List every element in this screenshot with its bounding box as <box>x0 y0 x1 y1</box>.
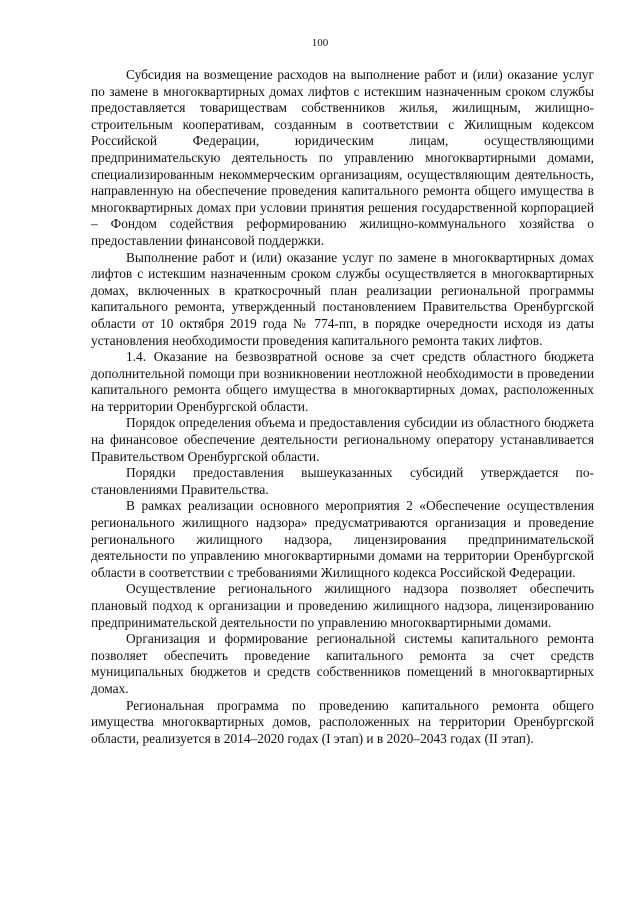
paragraph-urgent-assistance: 1.4. Оказание на безвозвратной основе за счет средств областного бюджета дополнительной помощи при возникновении неотложной необходимости в проведении капитального ремонта общего имущества в многоквартирных домах, расположенных на территории Оренбургской области. <box>91 349 594 414</box>
page-number: 100 <box>311 37 329 49</box>
paragraph-subsidy-approval: Порядки предоставления вышеуказанных субсидий утверждается постановлениями Правительства. <box>91 465 594 497</box>
paragraph-program-stages: Региональная программа по проведению капитального ремонта общего имущества многоквартирных домов, расположенных на территории Оренбургской области, реализуется в 2014–2020 годах (I этап) и в 2020–2043 годах (II этап). <box>91 697 594 746</box>
document-body <box>91 67 594 747</box>
paragraph-housing-supervision: В рамках реализации основного мероприятия 2 «Обеспечение осуществления регионального жилищного надзора» предусматриваются организация и проведение регионального жилищного надзора, лицензирования предпринимательской деятельности по управлению многоквартирными домами на территории Оренбургской области в соответствии с требованиями Жилищного кодекса Российской Федерации. <box>91 498 594 580</box>
paragraph-subsidy-procedure: Порядок определения объема и предоставления субсидии из областного бюджета на финансовое обеспечение деятельности региональному оператору устанавливается Правительством Оренбургской области. <box>91 415 594 464</box>
paragraph-repair-system: Организация и формирование региональной системы капитального ремонта позволяет обеспечить проведение капитального ремонта за счет средств муниципальных бюджетов и средств собственников помещений в многоквартирных домах. <box>91 631 594 696</box>
paragraph-elevator-replacement: Выполнение работ и (или) оказание услуг по замене в многоквартирных домах лифтов с истекшим назначенным сроком службы осуществляется в многоквартирных домах, включенных в краткосрочный план реализации региональной программы капитального ремонта, утвержденный постановлением Правительства Оренбургской области от 10 октября 2019 года № 774-пп, в порядке очередности исходя из даты установления необходимости проведения капитального ремонта таких лифтов. <box>91 249 594 348</box>
paragraph-supervision-benefits: Осуществление регионального жилищного надзора позволяет обеспечить плановый подход к организации и проведению жилищного надзора, лицензированию предпринимательской деятельности по управлению многоквартирными домами. <box>91 581 594 630</box>
paragraph-subsidy-elevators: Субсидия на возмещение расходов на выполнение работ и (или) оказание услуг по замене в многоквартирных домах лифтов с истекшим назначенным сроком службы предоставляется товариществам собственников жилья, жилищным, жилищно-строительным кооперативам, созданным в соответствии с Жилищным кодексом Российской Федерации, юридическим лицам, осуществляющими предпринимательскую деятельность по управлению многоквартирными домами, специализированным некоммерческим организациям, осуществляющим деятельность, направленную на обеспечение проведения капитального ремонта общего имущества в многоквартирных домах при условии принятия решения государственной корпорацией – Фондом содействия реформированию жилищно-коммунального хозяйства о предоставлении финансовой поддержки. <box>91 67 594 248</box>
